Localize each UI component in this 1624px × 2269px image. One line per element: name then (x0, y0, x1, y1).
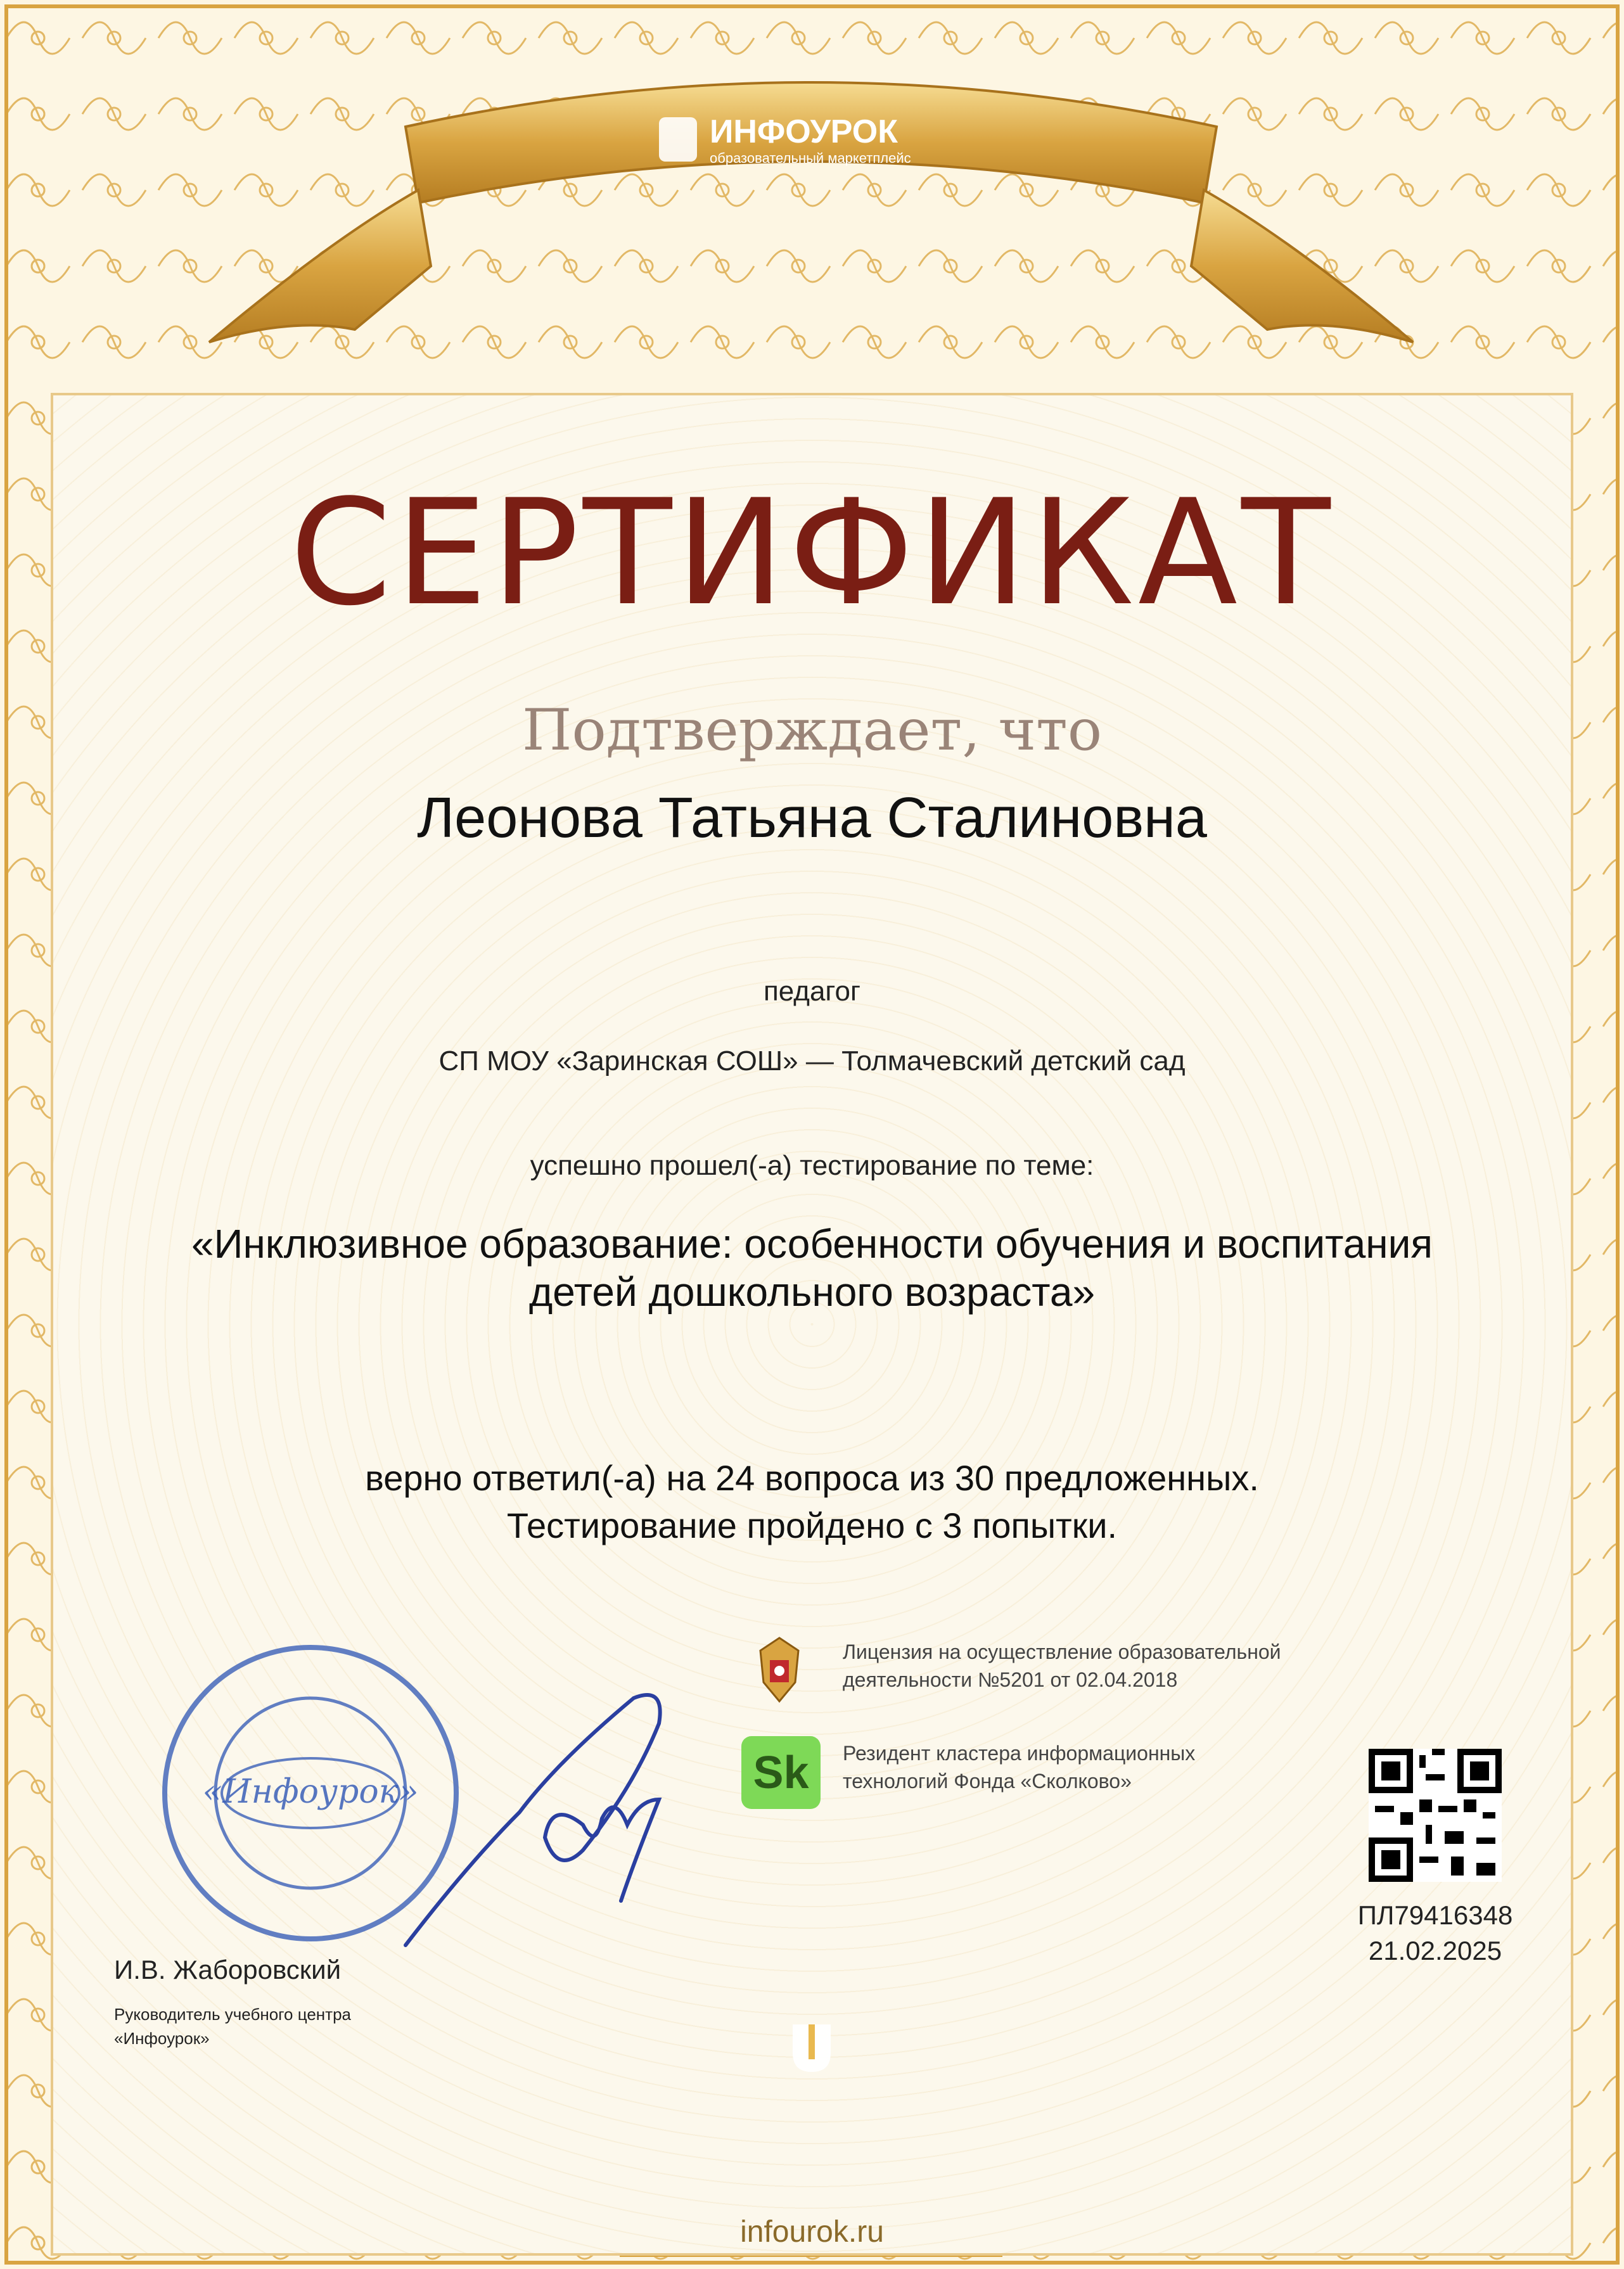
certificate-title: СЕРТИФИКАТ (290, 469, 1334, 638)
skolkovo-logo: Sk (741, 1736, 821, 1809)
website-link[interactable]: infourok.ru (740, 2215, 884, 2249)
document-id: ПЛ79416348 (1357, 1900, 1513, 1930)
document-date: 21.02.2025 (1368, 1936, 1502, 1965)
license-line-1: Лицензия на осуществление образовательной (843, 1640, 1281, 1663)
signer-title (114, 2002, 351, 2050)
skolkovo-line-1: Резидент кластера информационных (843, 1742, 1196, 1765)
infourok-logo (659, 111, 976, 168)
skolkovo-info (843, 1739, 1195, 1795)
recipient-organization: СП МОУ «Заринская СОШ» — Толмачевский детский сад (438, 1045, 1186, 1077)
infourok-medal-icon (774, 2009, 850, 2085)
document-info (1331, 1898, 1540, 1969)
skolkovo-line-2: технологий Фонда «Сколково» (843, 1770, 1132, 1793)
test-topic-line-2: детей дошкольного возраста» (528, 1269, 1096, 1315)
recipient-name: Леонова Татьяна Сталиновна (417, 786, 1207, 850)
signature (393, 1673, 722, 1977)
signer-name: И.В. Жаборовский (114, 1955, 342, 1985)
recipient-role: педагог (763, 976, 861, 1007)
answers-result: верно ответил(-а) на 24 вопроса из 30 предложенных. (365, 1458, 1259, 1498)
signer-title-line-1: Руководитель учебного центра (114, 2005, 351, 2024)
svg-text:образовательный маркетплейс: образовательный маркетплейс (710, 150, 911, 166)
license-info (843, 1638, 1281, 1694)
license-line-2: деятельности №5201 от 02.04.2018 (843, 1668, 1178, 1691)
attempts-result: Тестирование пройдено с 3 попытки. (506, 1505, 1118, 1545)
svg-text:ИНФОУРОК: ИНФОУРОК (710, 113, 898, 150)
test-topic (0, 1220, 1624, 1316)
russian-emblem-icon (741, 1632, 817, 1708)
confirms-text: Подтверждает, что (521, 697, 1103, 764)
qr-code-icon (1369, 1749, 1502, 1882)
svg-text:«Инфоурок»: «Инфоурок» (202, 1773, 419, 1811)
test-topic-line-1: «Инклюзивное образование: особенности обучения и воспитания (191, 1221, 1433, 1267)
passed-text: успешно прошел(-а) тестирование по теме: (530, 1150, 1094, 1181)
signer-title-line-2: «Инфоурок» (114, 2029, 210, 2048)
